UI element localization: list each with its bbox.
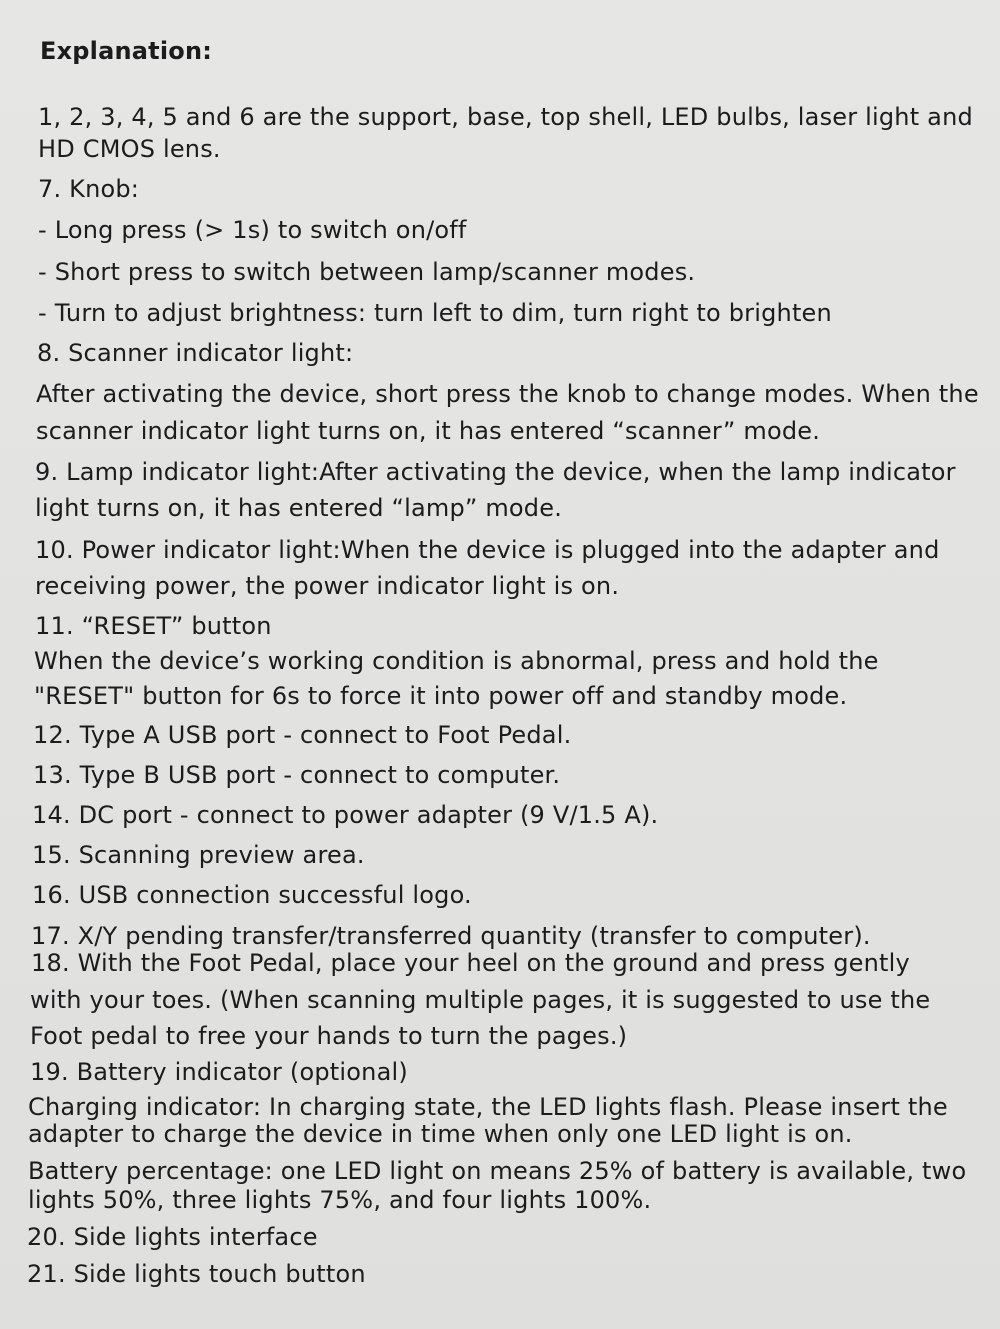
text-line: 12. Type A USB port - connect to Foot Pedal. [33,721,572,749]
text-line: Battery percentage: one LED light on means 25% of battery is available, two [28,1157,967,1185]
text-line: 10. Power indicator light:When the device is plugged into the adapter and [35,536,940,564]
text-line: - Long press (> 1s) to switch on/off [38,216,467,244]
text-line: Charging indicator: In charging state, the LED lights flash. Please insert the [28,1093,948,1121]
text-line: - Turn to adjust brightness: turn left to dim, turn right to brighten [38,299,832,327]
text-line: HD CMOS lens. [38,135,221,163]
text-line: receiving power, the power indicator light is on. [35,572,620,600]
text-line: 8. Scanner indicator light: [37,339,354,367]
text-line: "RESET" button for 6s to force it into power off and standby mode. [34,682,848,710]
text-line: 14. DC port - connect to power adapter (9 V/1.5 A). [32,801,659,829]
text-line: 16. USB connection successful logo. [32,881,472,909]
text-line: Foot pedal to free your hands to turn the pages.) [30,1022,628,1050]
text-line: 17. X/Y pending transfer/transferred quantity (transfer to computer). [31,922,871,950]
text-line: adapter to charge the device in time when only one LED light is on. [28,1120,853,1148]
text-line: 19. Battery indicator (optional) [30,1058,408,1086]
text-line: scanner indicator light turns on, it has entered “scanner” mode. [36,417,821,445]
text-line: 1, 2, 3, 4, 5 and 6 are the support, base, top shell, LED bulbs, laser light and [38,103,973,131]
text-line: 7. Knob: [38,175,140,203]
text-line: lights 50%, three lights 75%, and four lights 100%. [28,1186,652,1214]
text-line: 11. “RESET” button [35,612,272,640]
explanation-title: Explanation: [40,37,213,65]
text-line: When the device’s working condition is abnormal, press and hold the [34,647,879,675]
text-line: 18. With the Foot Pedal, place your heel on the ground and press gently [31,949,910,977]
text-line: 15. Scanning preview area. [32,841,365,869]
text-line: 9. Lamp indicator light:After activating the device, when the lamp indicator [35,458,956,486]
text-line: with your toes. (When scanning multiple pages, it is suggested to use the [30,986,931,1014]
text-line: 13. Type B USB port - connect to computer. [33,761,561,789]
text-line: 21. Side lights touch button [27,1260,366,1288]
text-line: After activating the device, short press the knob to change modes. When the [36,380,979,408]
text-line: light turns on, it has entered “lamp” mode. [35,494,563,522]
text-line: 20. Side lights interface [27,1223,318,1251]
text-line: - Short press to switch between lamp/scanner modes. [38,258,696,286]
